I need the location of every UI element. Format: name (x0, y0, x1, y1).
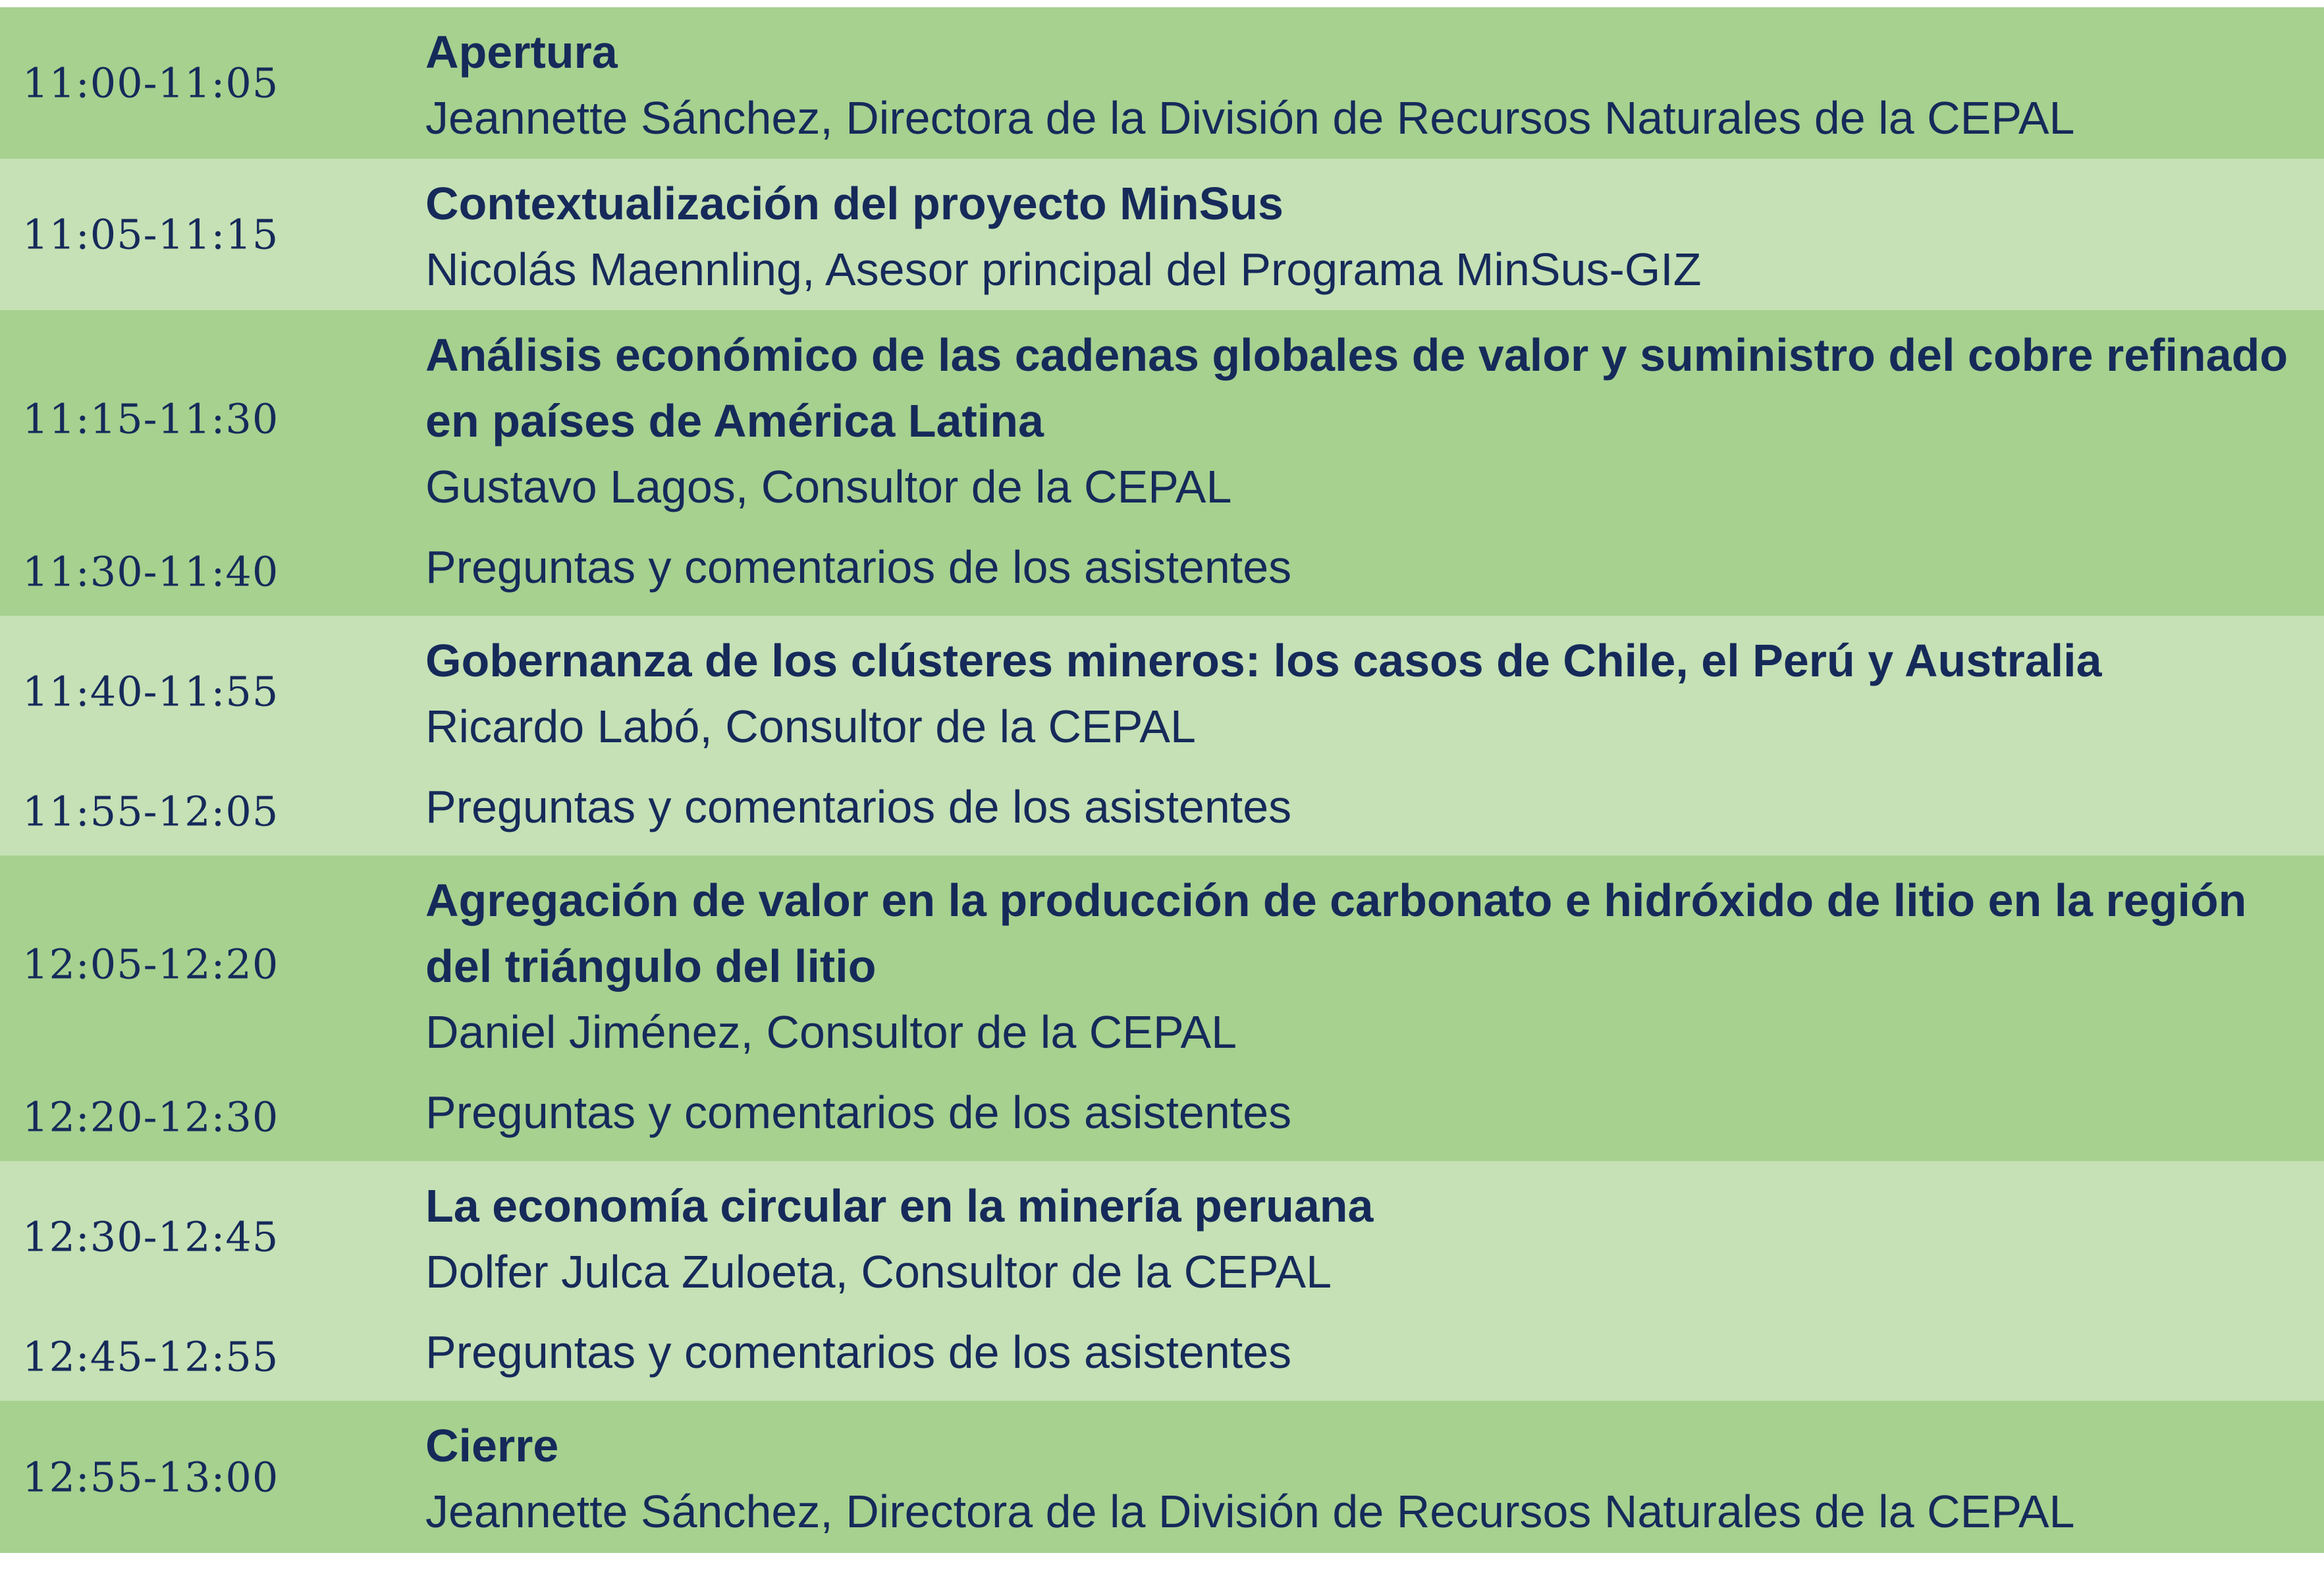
qa-row (0, 528, 2324, 616)
session-speaker: Ricardo Labó, Consultor de la CEPAL (425, 701, 1196, 752)
session-speaker: Gustavo Lagos, Consultor de la CEPAL (425, 461, 1232, 512)
qa-text: Preguntas y comentarios de los asistentes (425, 541, 1292, 593)
time-slot: 11:15-11:30 (22, 394, 279, 443)
session-speaker: Jeannette Sánchez, Directora de la División de Recursos Naturales de la CEPAL (425, 92, 2075, 144)
session-content (425, 867, 2296, 1065)
time-slot: 11:00-11:05 (22, 59, 279, 107)
agenda-row (0, 310, 2324, 528)
session-content (425, 19, 2296, 151)
agenda-row (0, 1161, 2324, 1313)
agenda-row (0, 856, 2324, 1073)
session-title: Apertura (425, 26, 618, 78)
session-speaker: Dolfer Julca Zuloeta, Consultor de la CEPAL (425, 1246, 1332, 1297)
agenda-block-lithium (0, 856, 2324, 1161)
time-slot: 11:55-12:05 (22, 787, 279, 836)
agenda-block-context (0, 159, 2324, 310)
session-speaker: Daniel Jiménez, Consultor de la CEPAL (425, 1006, 1237, 1058)
qa-content (425, 534, 2296, 600)
agenda-row (0, 1401, 2324, 1553)
agenda-block-opening (0, 7, 2324, 159)
qa-row (0, 1313, 2324, 1401)
session-title: Contextualización del proyecto MinSus (425, 178, 1284, 229)
qa-text: Preguntas y comentarios de los asistentes (425, 781, 1292, 832)
time-slot: 11:05-11:15 (22, 210, 279, 259)
agenda-row (0, 159, 2324, 310)
qa-row (0, 767, 2324, 856)
session-speaker: Jeannette Sánchez, Directora de la División de Recursos Naturales de la CEPAL (425, 1486, 2075, 1537)
agenda-block-governance (0, 616, 2324, 856)
session-title: La economía circular en la minería peruana (425, 1180, 1374, 1232)
time-slot: 12:30-12:45 (22, 1212, 279, 1261)
qa-content (425, 1079, 2296, 1145)
qa-content (425, 774, 2296, 840)
agenda-row (0, 616, 2324, 767)
agenda-table (0, 7, 2324, 1553)
agenda-block-circular-economy (0, 1161, 2324, 1401)
agenda-block-copper (0, 310, 2324, 616)
time-slot: 12:45-12:55 (22, 1332, 279, 1381)
agenda-row (0, 7, 2324, 159)
session-content (425, 322, 2296, 520)
time-slot: 12:20-12:30 (22, 1093, 279, 1141)
qa-text: Preguntas y comentarios de los asistentes (425, 1326, 1292, 1378)
session-content (425, 171, 2296, 302)
time-slot: 12:05-12:20 (22, 940, 279, 989)
session-speaker: Nicolás Maennling, Asesor principal del Programa MinSus-GIZ (425, 244, 1702, 295)
session-content (425, 1413, 2296, 1544)
session-title: Cierre (425, 1420, 559, 1471)
qa-row (0, 1073, 2324, 1161)
session-title: Agregación de valor en la producción de carbonato e hidróxido de litio en la región del triángulo del litio (425, 875, 2247, 992)
qa-content (425, 1319, 2296, 1385)
session-content (425, 628, 2296, 759)
session-title: Gobernanza de los clústeres mineros: los casos de Chile, el Perú y Australia (425, 635, 2102, 686)
session-content (425, 1173, 2296, 1305)
agenda-block-closing (0, 1401, 2324, 1553)
time-slot: 11:30-11:40 (22, 547, 279, 596)
session-title: Análisis económico de las cadenas globales de valor y suministro del cobre refinado en países de América Latina (425, 329, 2288, 447)
qa-text: Preguntas y comentarios de los asistentes (425, 1087, 1292, 1138)
time-slot: 11:40-11:55 (22, 667, 279, 716)
time-slot: 12:55-13:00 (22, 1453, 279, 1501)
